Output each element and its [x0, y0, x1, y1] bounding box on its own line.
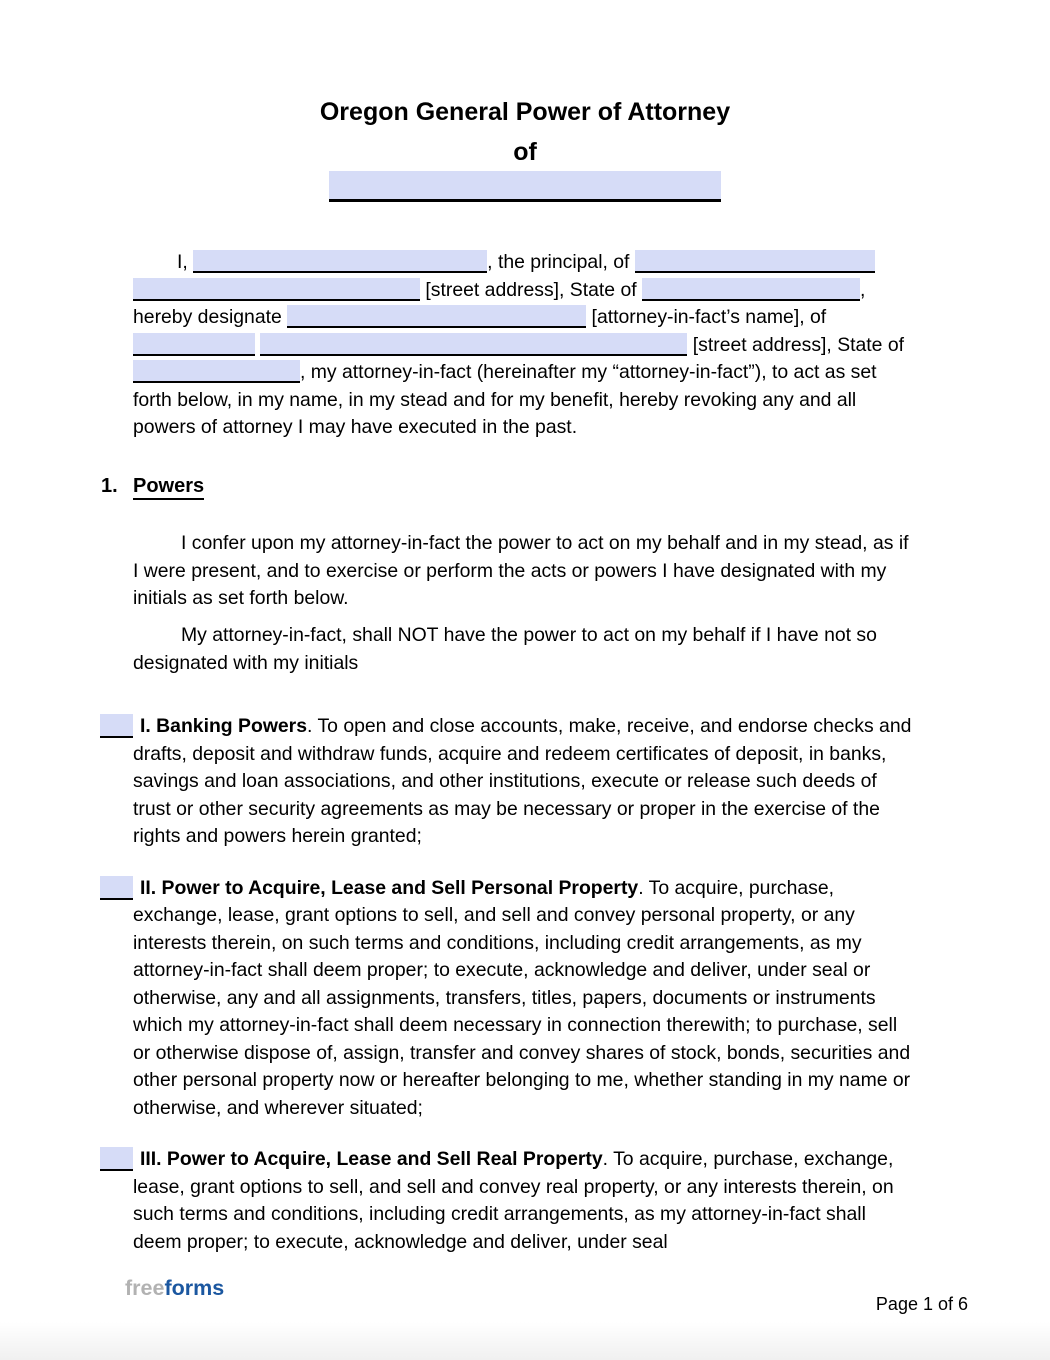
- section-title: II. Power to Acquire, Lease and Sell Personal Property: [140, 876, 639, 899]
- fill-in-blank[interactable]: [193, 250, 487, 273]
- intro-paragraph: I, , the principal, of [street address], State of , hereby designate [attorney-in-fact’s name], of [street address], State of , my attorney-in-fact (hereinafter my “attorney-in-fact”), to act as set forth below, in my name, in my stead and for my benefit, hereby revoking any and all powers of attorney I may have executed in the past.: [133, 251, 905, 438]
- principal-name-title-blank[interactable]: [329, 171, 721, 202]
- fill-in-blank[interactable]: [133, 333, 255, 356]
- document-title: Oregon General Power of Attorney: [319, 98, 731, 126]
- initials-blank[interactable]: [100, 1147, 133, 1171]
- initials-blank[interactable]: [100, 714, 133, 738]
- power-section: I. Banking Powers. To open and close accounts, make, receive, and endorse checks and drafts, deposit and withdraw funds, acquire and redeem certificates of deposit, in banks, savings and loan associations, and other institutions, execute or release such deeds of trust or other security agreements as may be necessary or proper in the exercise of the rights and powers herein granted;: [133, 713, 915, 851]
- powers-sections: [133, 713, 915, 1280]
- fill-in-blank[interactable]: [260, 333, 687, 356]
- powers-paragraph-1: I confer upon my attorney-in-fact the power to act on my behalf and in my stead, as if I were present, and to exercise or perform the acts or powers I have designated with my initials as set forth below.: [133, 532, 909, 609]
- page-number: Page 1 of 6: [875, 1294, 968, 1314]
- fill-in-blank[interactable]: [287, 305, 586, 328]
- power-section: III. Power to Acquire, Lease and Sell Real Property. To acquire, purchase, exchange, lease, grant options to sell, and sell and convey real property, or any interests therein, on such terms and conditions, including credit arrangements, as my attorney-in-fact shall deem proper; to execute, acknowledge and deliver, under seal: [133, 1146, 915, 1256]
- section-title: III. Power to Acquire, Lease and Sell Real Property: [140, 1148, 603, 1170]
- fill-in-blank[interactable]: [133, 278, 420, 301]
- powers-heading-label: Powers: [133, 475, 204, 500]
- power-section: II. Power to Acquire, Lease and Sell Personal Property. To acquire, purchase, exchange, lease, grant options to sell, and sell and convey personal property, or any interests therein, on such terms and conditions, including credit arrangements, as my attorney-in-fact shall deem proper; to execute, acknowledge and deliver, under seal or otherwise, any and all assignments, transfers, titles, papers, documents or instruments which my attorney-in-fact shall deem necessary in connection therewith; to purchase, sell or otherwise dispose of, assign, transfer and convey shares of stock, bonds, securities and other personal property now or hereafter belonging to me, whether standing in my name or otherwise, and wherever situated;: [133, 875, 915, 1123]
- fill-in-blank[interactable]: [635, 250, 875, 273]
- powers-heading: [101, 472, 915, 500]
- freeforms-logo: [125, 1276, 224, 1301]
- fill-in-blank[interactable]: [133, 360, 300, 383]
- title-block: [0, 96, 1050, 207]
- initials-blank[interactable]: [100, 876, 133, 900]
- fill-in-blank[interactable]: [642, 278, 860, 301]
- powers-heading-number: 1.: [101, 475, 118, 497]
- section-title: I. Banking Powers: [140, 715, 308, 737]
- logo-free-text: free: [125, 1276, 165, 1300]
- page-bottom-edge: [0, 1322, 1050, 1360]
- logo-forms-text: forms: [164, 1276, 225, 1300]
- title-of-line: of: [513, 138, 537, 166]
- powers-paragraph-2: My attorney-in-fact, shall NOT have the power to act on my behalf if I have not so designated with my initials: [133, 624, 877, 674]
